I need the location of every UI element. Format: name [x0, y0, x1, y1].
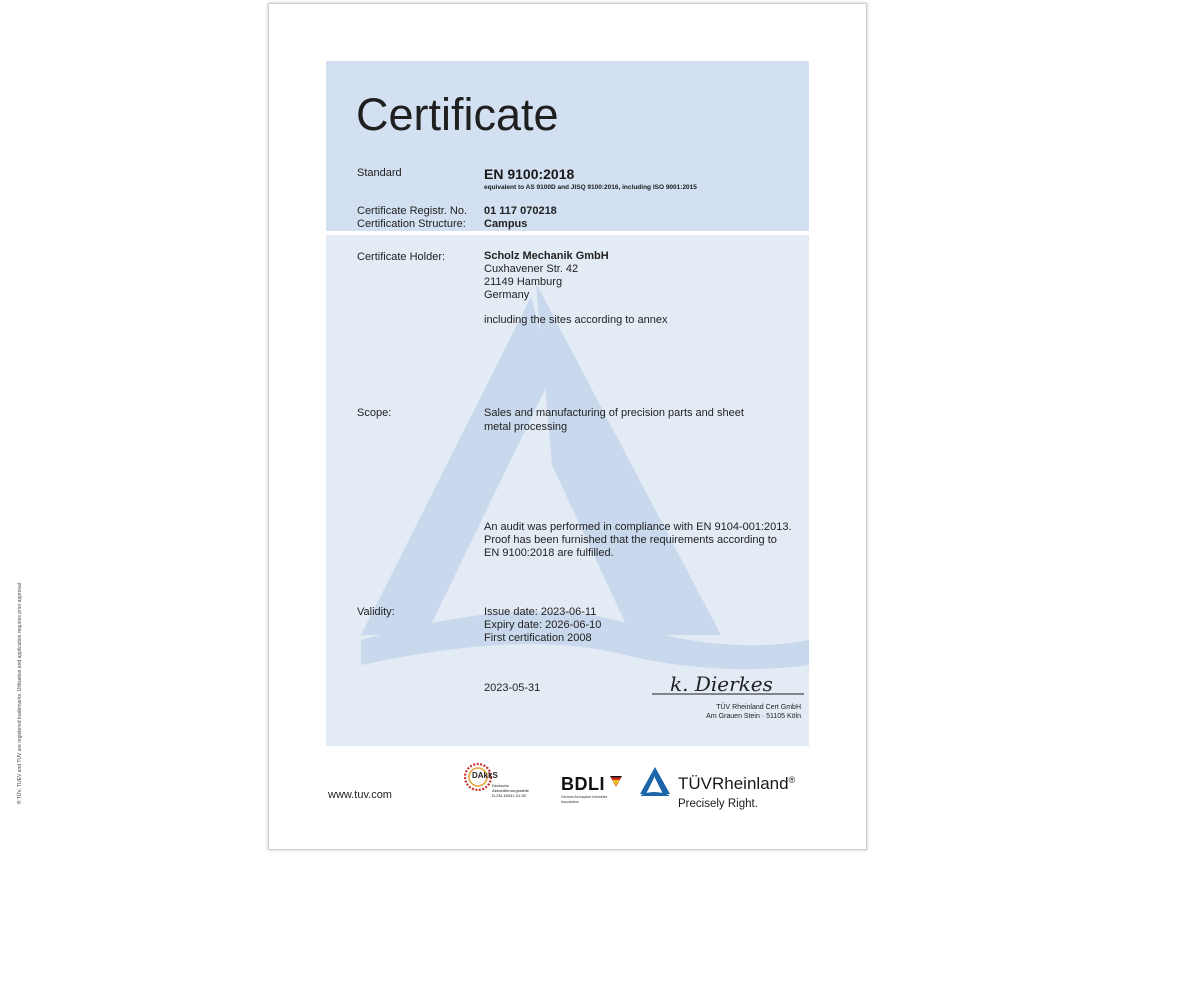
dakks-line-1: Deutsche [492, 783, 509, 788]
bdli-sub-1: German Aerospace Industries [561, 795, 608, 799]
tuv-registered-mark: ® [788, 775, 796, 785]
dakks-line-3: D-ZM-16031-01-00 [492, 793, 527, 798]
standard-label: Standard [357, 167, 402, 179]
tuv-triangle-icon [639, 766, 671, 796]
audit-line-2: Proof has been furnished that the requirements according to [484, 534, 777, 546]
dakks-logo [460, 762, 540, 804]
scope-line-2: metal processing [484, 421, 568, 433]
registr-value: 01 117 070218 [484, 205, 557, 217]
standard-value: EN 9100:2018 [484, 166, 575, 182]
holder-sites: including the sites according to annex [484, 314, 668, 326]
sign-date: 2023-05-31 [484, 682, 541, 694]
page-title: Certificate [356, 89, 559, 140]
validity-label: Validity: [357, 606, 395, 618]
issue-date: Issue date: 2023-06-11 [484, 606, 597, 618]
footer-url[interactable]: www.tuv.com [328, 789, 392, 801]
bdli-name: BDLI [561, 774, 605, 794]
tuv-brand-text: TÜVRheinland [678, 774, 789, 793]
structure-label: Certification Structure: [357, 218, 466, 230]
structure-value: Campus [484, 218, 528, 230]
holder-city: 21149 Hamburg [484, 276, 563, 288]
signature-text: k. Dierkes [670, 672, 773, 696]
registr-label: Certificate Registr. No. [357, 205, 468, 217]
issuer-name: TÜV Rheinland Cert GmbH [716, 704, 801, 711]
audit-line-1: An audit was performed in compliance with EN 9104-001:2013. [484, 521, 792, 533]
dakks-text [492, 783, 529, 798]
holder-street: Cuxhavener Str. 42 [484, 263, 579, 275]
bdli-flag-icon [609, 774, 623, 788]
expiry-date: Expiry date: 2026-06-10 [484, 619, 602, 631]
trademark-note: ® TÜV, TUEV and TUV are registered trademarks. Utilisation and application requires prior approval. [17, 581, 23, 805]
dakks-line-2: Akkreditierungsstelle [492, 788, 529, 793]
bdli-sub-2: Association [561, 799, 579, 804]
dakks-name: DAkkS [472, 771, 498, 780]
holder-name: Scholz Mechanik GmbH [484, 250, 609, 262]
scope-line-1: Sales and manufacturing of precision parts and sheet [484, 407, 744, 419]
bdli-logo [561, 774, 623, 804]
signature [652, 669, 807, 699]
issuer-address: Am Grauen Stein · 51105 Köln [706, 713, 801, 720]
holder-label: Certificate Holder: [357, 251, 446, 263]
holder-country: Germany [484, 289, 530, 301]
certificate-page [268, 3, 867, 850]
tuv-tagline: Precisely Right. [678, 798, 758, 810]
first-certification: First certification 2008 [484, 632, 592, 644]
standard-note: equivalent to AS 9100D and JISQ 9100:2016, including ISO 9001:2015 [484, 184, 697, 191]
bdli-sub [561, 795, 623, 804]
tuv-brand [678, 774, 795, 794]
scope-label: Scope: [357, 407, 392, 419]
audit-line-3: EN 9100:2018 are fulfilled. [484, 547, 614, 559]
